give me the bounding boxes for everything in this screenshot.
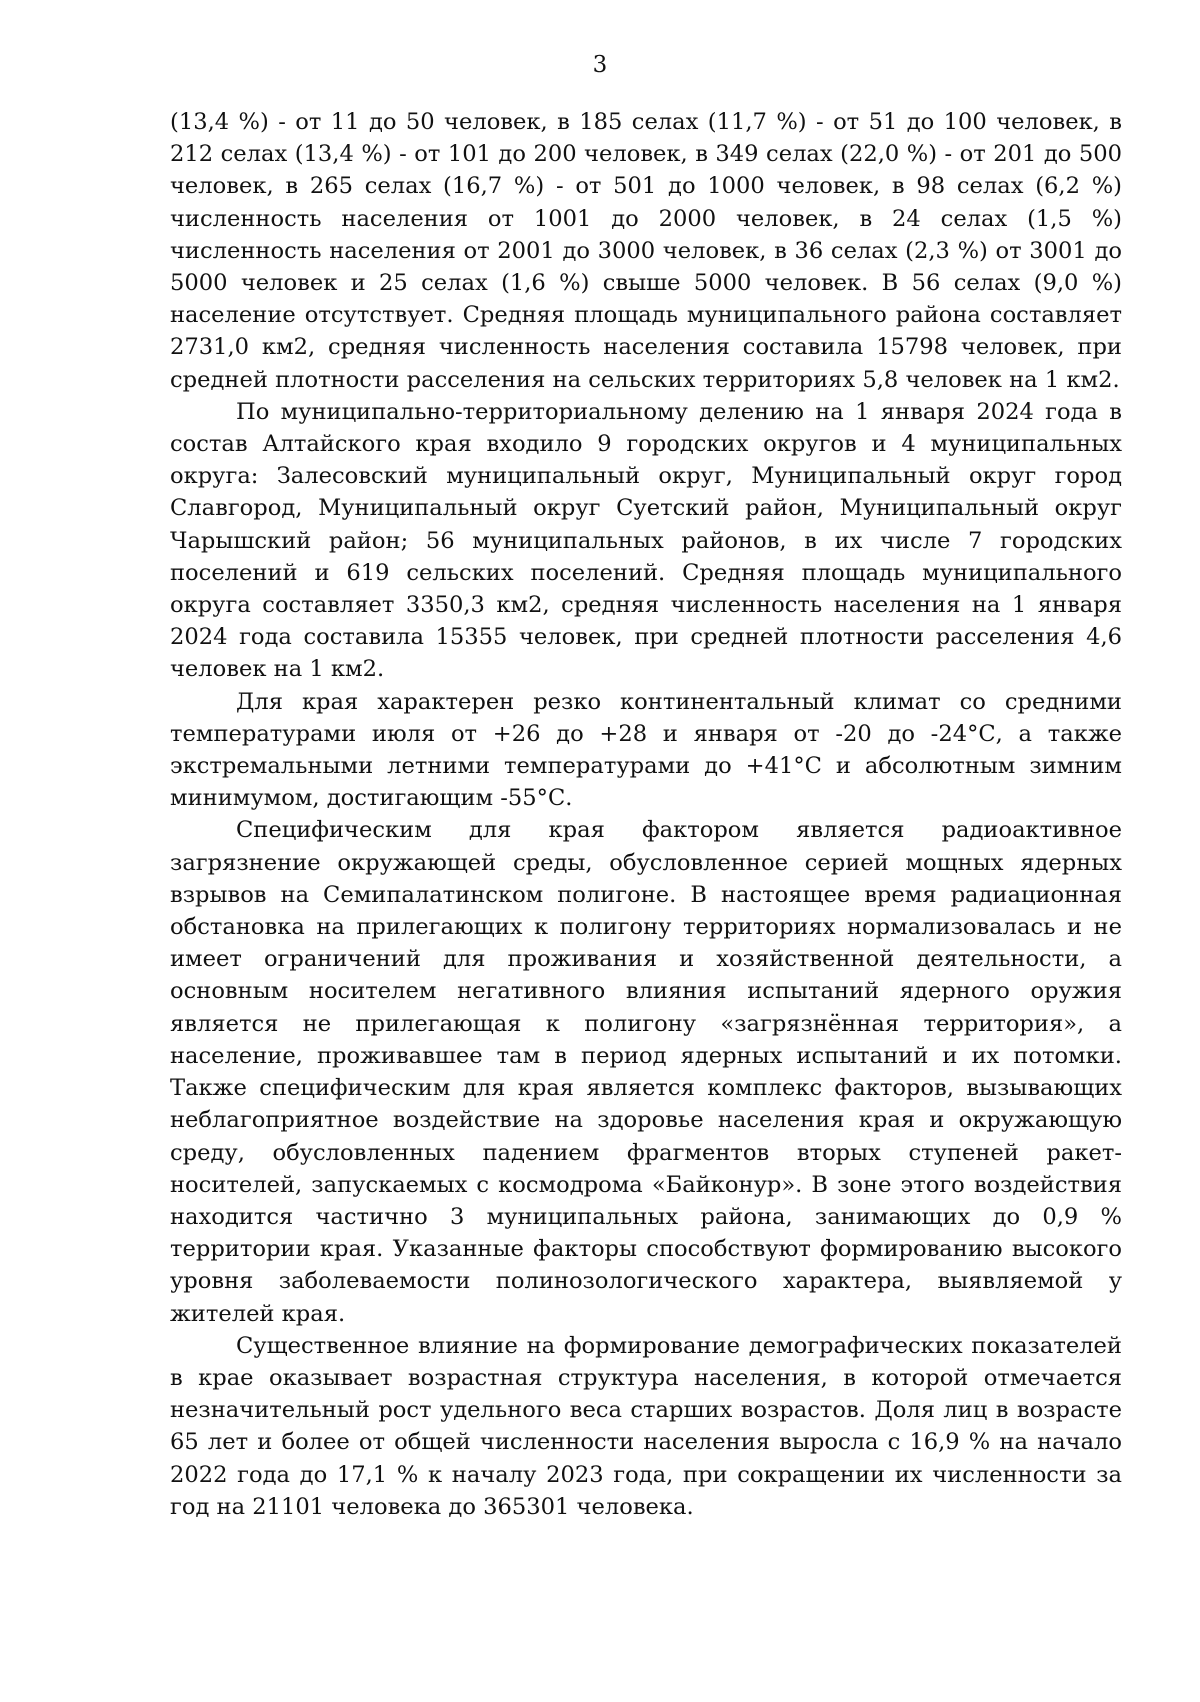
- document-body: [170, 106, 1122, 1523]
- paragraph-settlement-statistics: (13,4 %) - от 11 до 50 человек, в 185 селах (11,7 %) - от 51 до 100 человек, в 212 селах (13,4 %) - от 101 до 200 человек, в 349 селах (22,0 %) - от 201 до 500 человек, в 265 селах (16,7 %) - от 501 до 1000 человек, в 98 селах (6,2 %) численность населения от 1001 до 2000 человек, в 24 селах (1,5 %) численность населения от 2001 до 3000 человек, в 36 селах (2,3 %) от 3001 до 5000 человек и 25 селах (1,6 %) свыше 5000 человек. В 56 селах (9,0 %) население отсутствует. Средняя площадь муниципального района составляет 2731,0 км2, средняя численность населения составила 15798 человек, при средней плотности расселения на сельских территориях 5,8 человек на 1 км2.: [170, 109, 1122, 393]
- paragraph-municipal-division: По муниципально-территориальному делению на 1 января 2024 года в состав Алтайского края входило 9 городских округов и 4 муниципальных округа: Залесовский муниципальный округ, Муниципальный округ город Славгород, Муниципальный округ Суетский район, Муниципальный округ Чарышский район; 56 муниципальных районов, в их числе 7 городских поселений и 619 сельских поселений. Средняя площадь муниципального округа составляет 3350,3 км2, средняя численность населения на 1 января 2024 года составила 15355 человек, при средней плотности расселения 4,6 человек на 1 км2.: [170, 398, 1122, 683]
- paragraph-age-structure: Существенное влияние на формирование демографических показателей в крае оказывает возрастная структура населения, в которой отмечается незначительный рост удельного веса старших возрастов. Доля лиц в возрасте 65 лет и более от общей численности населения выросла с 16,9 % на начало 2022 года до 17,1 % к началу 2023 года, при сокращении их численности за год на 21101 человека до 365301 человека.: [170, 1332, 1122, 1520]
- page-number: 3: [592, 52, 608, 78]
- paragraph-climate: Для края характерен резко континентальный климат со средними температурами июля от +26 до +28 и января от -20 до -24°С, а также экстремальными летними температурами до +41°С и абсолютным зимним минимумом, достигающим -55°С.: [170, 688, 1122, 812]
- paragraph-environmental-factors: Специфическим для края фактором является радиоактивное загрязнение окружающей среды, обусловленное серией мощных ядерных взрывов на Семипалатинском полигоне. В настоящее время радиационная обстановка на прилегающих к полигону территориях нормализовалась и не имеет ограничений для проживания и хозяйственной деятельности, а основным носителем негативного влияния испытаний ядерного оружия является не прилегающая к полигону «загрязнённая территория», а население, проживавшее там в период ядерных испытаний и их потомки. Также специфическим для края является комплекс факторов, вызывающих неблагоприятное воздействие на здоровье населения края и окружающую среду, обусловленных падением фрагментов вторых ступеней ракет-носителей, запускаемых с космодрома «Байконур». В зоне этого воздействия находится частично 3 муниципальных района, занимающих до 0,9 % территории края. Указанные факторы способствуют формированию высокого уровня заболеваемости полинозологического характера, выявляемой у жителей края.: [170, 817, 1122, 1327]
